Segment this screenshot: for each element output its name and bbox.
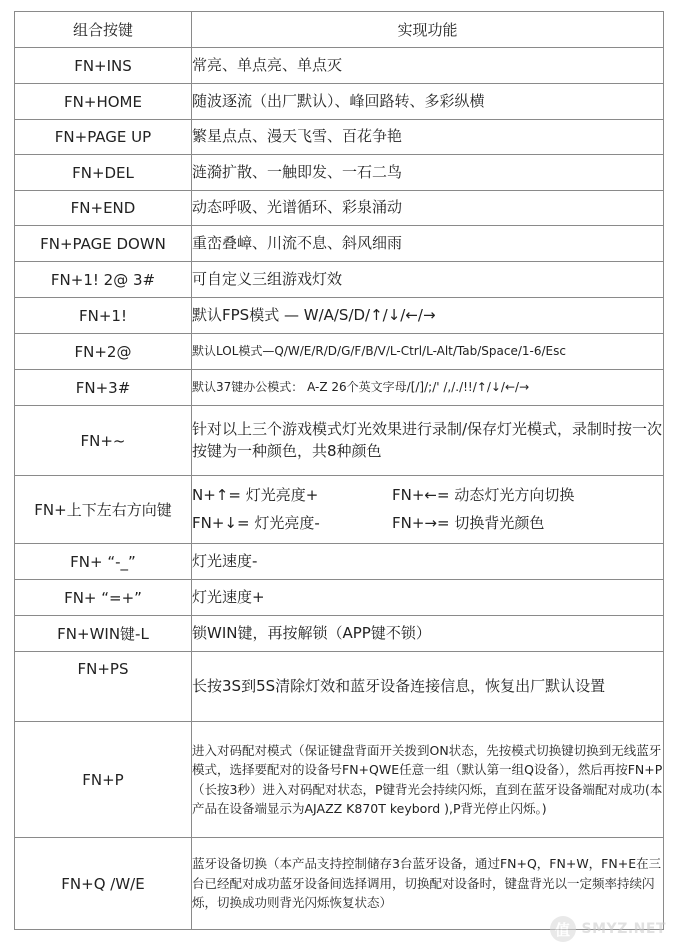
table-row [15,406,664,476]
table-row [15,84,664,120]
arrow-up-desc: N+↑= 灯光亮度+ [192,485,319,504]
watermark-text: SMYZ.NET [581,921,666,937]
row-key: FN+PS [15,652,192,722]
header-function: 实现功能 [192,12,664,48]
row-key: FN+1! [15,298,192,334]
row-desc: 锁WIN键，再按解锁（APP键不锁） [192,616,664,652]
arrow-key-grid [192,485,663,535]
row-desc [192,476,664,544]
table-row [15,722,664,838]
row-key: FN+2@ [15,334,192,370]
row-key: FN+~ [15,406,192,476]
table-row [15,544,664,580]
row-key: FN+PAGE DOWN [15,226,192,262]
row-desc: 默认FPS模式 — W/A/S/D/↑/↓/←/→ [192,298,664,334]
shortcut-table [14,11,664,930]
table-row [15,298,664,334]
row-key: FN+ “-_” [15,544,192,580]
arrow-right-desc: FN+→= 切换背光颜色 [392,513,545,532]
table-row [15,370,664,406]
row-desc: 涟漪扩散、一触即发、一石二鸟 [192,155,664,191]
header-combo: 组合按键 [15,12,192,48]
row-key: FN+PAGE UP [15,120,192,155]
row-desc: 动态呼吸、光谱循环、彩泉涌动 [192,191,664,226]
row-desc: 进入对码配对模式（保证键盘背面开关拨到ON状态，先按模式切换键切换到无线蓝牙模式，选择要配对的设备号FN+QWE任意一组（默认第一组Q设备），然后再按FN+P（长按3秒）进入对码配对状态，P键背光会持续闪烁，直到在蓝牙设备端配对成功(本产品在设备端显示为AJAZZ K870T keybord ),P背光停止闪烁。) [192,722,664,838]
row-desc: 针对以上三个游戏模式灯光效果进行录制/保存灯光模式，录制时按一次按键为一种颜色，共8种颜色 [192,406,664,476]
row-desc: 繁星点点、漫天飞雪、百花争艳 [192,120,664,155]
row-desc: 灯光速度+ [192,580,664,616]
row-key: FN+HOME [15,84,192,120]
row-key: FN+1! 2@ 3# [15,262,192,298]
row-desc: 默认37键办公模式： A-Z 26个英文字母/[/]/;/' /,/./!!/↑/↓/←/→ [192,370,664,406]
table-row [15,48,664,84]
row-key: FN+P [15,722,192,838]
table-row [15,155,664,191]
row-key: FN+3# [15,370,192,406]
arrow-left-desc: FN+←= 动态灯光方向切换 [392,485,575,504]
row-desc: 可自定义三组游戏灯效 [192,262,664,298]
row-desc: 重峦叠嶂、川流不息、斜风细雨 [192,226,664,262]
table-row [15,580,664,616]
row-desc: 随波逐流（出厂默认）、峰回路转、多彩纵横 [192,84,664,120]
row-key: FN+Q /W/E [15,838,192,930]
row-key: FN+DEL [15,155,192,191]
row-key: FN+WIN键-L [15,616,192,652]
table-row [15,334,664,370]
table-row [15,616,664,652]
table-row [15,652,664,722]
table-row [15,262,664,298]
table-row [15,476,664,544]
arrow-down-desc: FN+↓= 灯光亮度- [192,513,320,532]
row-desc: 默认LOL模式—Q/W/E/R/D/G/F/B/V/L-Ctrl/L-Alt/Tab/Space/1-6/Esc [192,334,664,370]
row-desc: 蓝牙设备切换（本产品支持控制储存3台蓝牙设备，通过FN+Q，FN+W，FN+E在三台已经配对成功蓝牙设备间选择调用，切换配对设备时，键盘背光以一定频率持续闪烁，切换成功则背光闪烁恢复状态） [192,838,664,930]
row-key: FN+上下左右方向键 [15,476,192,544]
row-key: FN+INS [15,48,192,84]
row-desc: 灯光速度- [192,544,664,580]
row-key: FN+ “=+” [15,580,192,616]
table-row [15,120,664,155]
row-key: FN+END [15,191,192,226]
table-row [15,226,664,262]
row-desc: 长按3S到5S清除灯效和蓝牙设备连接信息，恢复出厂默认设置 [192,652,664,722]
row-desc: 常亮、单点亮、单点灭 [192,48,664,84]
watermark-logo-icon: 值 [550,916,576,942]
table-header-row [15,12,664,48]
table-row [15,191,664,226]
watermark [550,916,666,942]
